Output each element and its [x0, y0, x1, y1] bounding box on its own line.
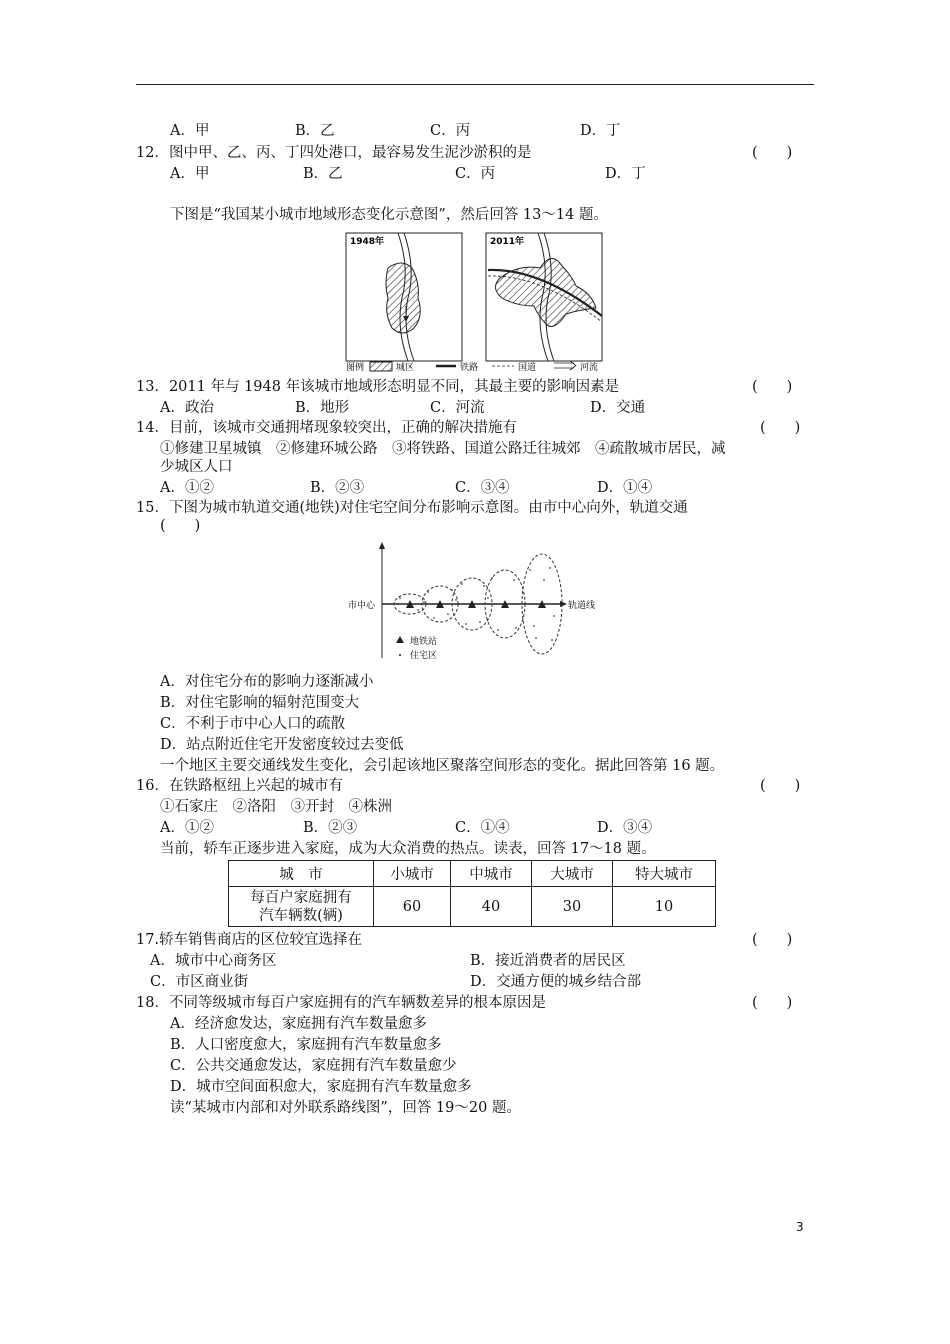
car-ownership-table	[228, 860, 716, 927]
table-cell-mega: 10	[613, 887, 716, 927]
intro-17-18: 当前，轿车正逐步进入家庭，成为大众消费的热点。读表，回答 17～18 题。	[160, 841, 656, 857]
q13-option-d: D．交通	[590, 400, 646, 416]
table-cell-small: 60	[374, 887, 451, 927]
q16-option-c: C．①④	[455, 820, 510, 836]
legend-city-swatch	[370, 362, 392, 371]
q15-option-a: A．对住宅分布的影响力逐渐减小	[160, 674, 374, 690]
table-header-medium: 中城市	[451, 861, 532, 887]
q16-items: ①石家庄 ②洛阳 ③开封 ④株洲	[160, 799, 392, 815]
table-header-mega: 特大城市	[613, 861, 716, 887]
q11-option-b: B．乙	[295, 123, 335, 139]
q14-answer-paren: ( )	[760, 420, 801, 436]
legend-station-symbol	[396, 636, 404, 643]
q18-option-a: A．经济愈发达，家庭拥有汽车数量愈多	[170, 1016, 427, 1032]
city-area-1948	[386, 263, 420, 333]
table-row-label-line2: 汽车辆数(辆)	[259, 907, 343, 924]
legend-river-line	[554, 361, 576, 370]
q16-option-a: A．①②	[160, 820, 214, 836]
q11-option-c: C．丙	[430, 123, 471, 139]
q17-option-d: D．交通方便的城乡结合部	[470, 974, 642, 990]
q13-option-c: C．河流	[430, 400, 485, 416]
year-2011-label: 2011年	[490, 237, 525, 247]
q15-stem: 15．下图为城市轨道交通(地铁)对住宅空间分布影响示意图。由市中心向外，轨道交通	[136, 500, 688, 516]
q12-answer-paren: ( )	[752, 145, 793, 161]
legend-residential-symbol	[399, 654, 401, 656]
q18-stem: 18．不同等级城市每百户家庭拥有的汽车辆数差异的根本原因是	[136, 995, 546, 1011]
year-1948-label: 1948年	[350, 237, 385, 247]
q14-option-c: C．③④	[455, 480, 510, 496]
legend-rail: 铁路	[460, 363, 479, 373]
q14-stem: 14．目前，该城市交通拥堵现象较突出，正确的解决措施有	[136, 420, 517, 436]
legend-city: 城区	[396, 363, 415, 373]
q17-stem: 17.轿车销售商店的区位较宜选择在	[136, 932, 363, 948]
q11-option-d: D．丁	[580, 123, 621, 139]
q16-answer-paren: ( )	[760, 778, 801, 794]
q17-option-b: B．接近消费者的居民区	[470, 953, 626, 969]
q18-answer-paren: ( )	[752, 995, 793, 1011]
q15-option-d: D．站点附近住宅开发密度较过去变低	[160, 737, 404, 753]
q16-stem: 16．在铁路枢纽上兴起的城市有	[136, 778, 343, 794]
q14-option-a: A．①②	[160, 480, 214, 496]
q15-option-c: C．不利于市中心人口的疏散	[160, 716, 346, 732]
city-center-label: 市中心	[348, 601, 376, 611]
q13-answer-paren: ( )	[752, 379, 793, 395]
table-cell-large: 30	[532, 887, 613, 927]
q16-option-d: D．③④	[597, 820, 653, 836]
metro-line-label: 轨道线	[568, 601, 596, 611]
page-number: 3	[796, 1220, 804, 1234]
table-row-label-line1: 每百户家庭拥有	[250, 889, 352, 906]
table-row	[229, 887, 716, 927]
intro-19-20: 读“某城市内部和对外联系路线图”，回答 19～20 题。	[170, 1100, 521, 1116]
legend-residential: 住宅区	[410, 651, 438, 661]
legend-road: 国道	[518, 363, 537, 373]
q12-option-b: B．乙	[303, 166, 343, 182]
q14-option-d: D．①④	[597, 480, 653, 496]
q17-option-c: C．市区商业街	[150, 974, 249, 990]
q15-option-b: B．对住宅影响的辐射范围变大	[160, 695, 360, 711]
table-header-small: 小城市	[374, 861, 451, 887]
q15-answer-paren: ( )	[160, 518, 201, 534]
q12-option-d: D．丁	[605, 166, 646, 182]
table-header-row	[229, 861, 716, 887]
legend-river: 河流	[580, 363, 599, 373]
table-header-city: 城 市	[229, 861, 374, 887]
header-rule	[136, 84, 814, 85]
q13-stem: 13．2011 年与 1948 年该城市地域形态明显不同，其最主要的影响因素是	[136, 379, 620, 395]
q17-option-a: A．城市中心商务区	[150, 953, 277, 969]
q14-option-b: B．②③	[310, 480, 365, 496]
intro-16: 一个地区主要交通线发生变化，会引起该地区聚落空间形态的变化。据此回答第 16 题。	[160, 758, 725, 774]
q18-option-b: B．人口密度愈大，家庭拥有汽车数量愈多	[170, 1037, 442, 1053]
q11-option-a: A．甲	[170, 123, 210, 139]
q12-option-c: C．丙	[455, 166, 496, 182]
table-row-label	[229, 887, 374, 927]
city-form-figure	[340, 228, 610, 374]
q12-stem: 12．图中甲、乙、丙、丁四处港口，最容易发生泥沙淤积的是	[136, 145, 532, 161]
q13-option-a: A．政治	[160, 400, 214, 416]
q18-option-d: D．城市空间面积愈大，家庭拥有汽车数量愈多	[170, 1079, 472, 1095]
metro-residential-figure	[340, 540, 610, 666]
q14-items-line1: ①修建卫星城镇 ②修建环城公路 ③将铁路、国道公路迁往城郊 ④疏散城市居民，减	[160, 441, 726, 457]
legend-station: 地铁站	[410, 637, 438, 647]
q12-option-a: A．甲	[170, 166, 210, 182]
q18-option-c: C．公共交通愈发达，家庭拥有汽车数量愈少	[170, 1058, 457, 1074]
legend-title: 图例	[346, 363, 365, 373]
table-header-large: 大城市	[532, 861, 613, 887]
table-cell-medium: 40	[451, 887, 532, 927]
q13-option-b: B．地形	[295, 400, 350, 416]
q14-items-line2: 少城区人口	[160, 459, 233, 475]
q16-option-b: B．②③	[303, 820, 358, 836]
q17-answer-paren: ( )	[752, 932, 793, 948]
intro-13-14: 下图是“我国某小城市地域形态变化示意图”，然后回答 13～14 题。	[170, 207, 608, 223]
